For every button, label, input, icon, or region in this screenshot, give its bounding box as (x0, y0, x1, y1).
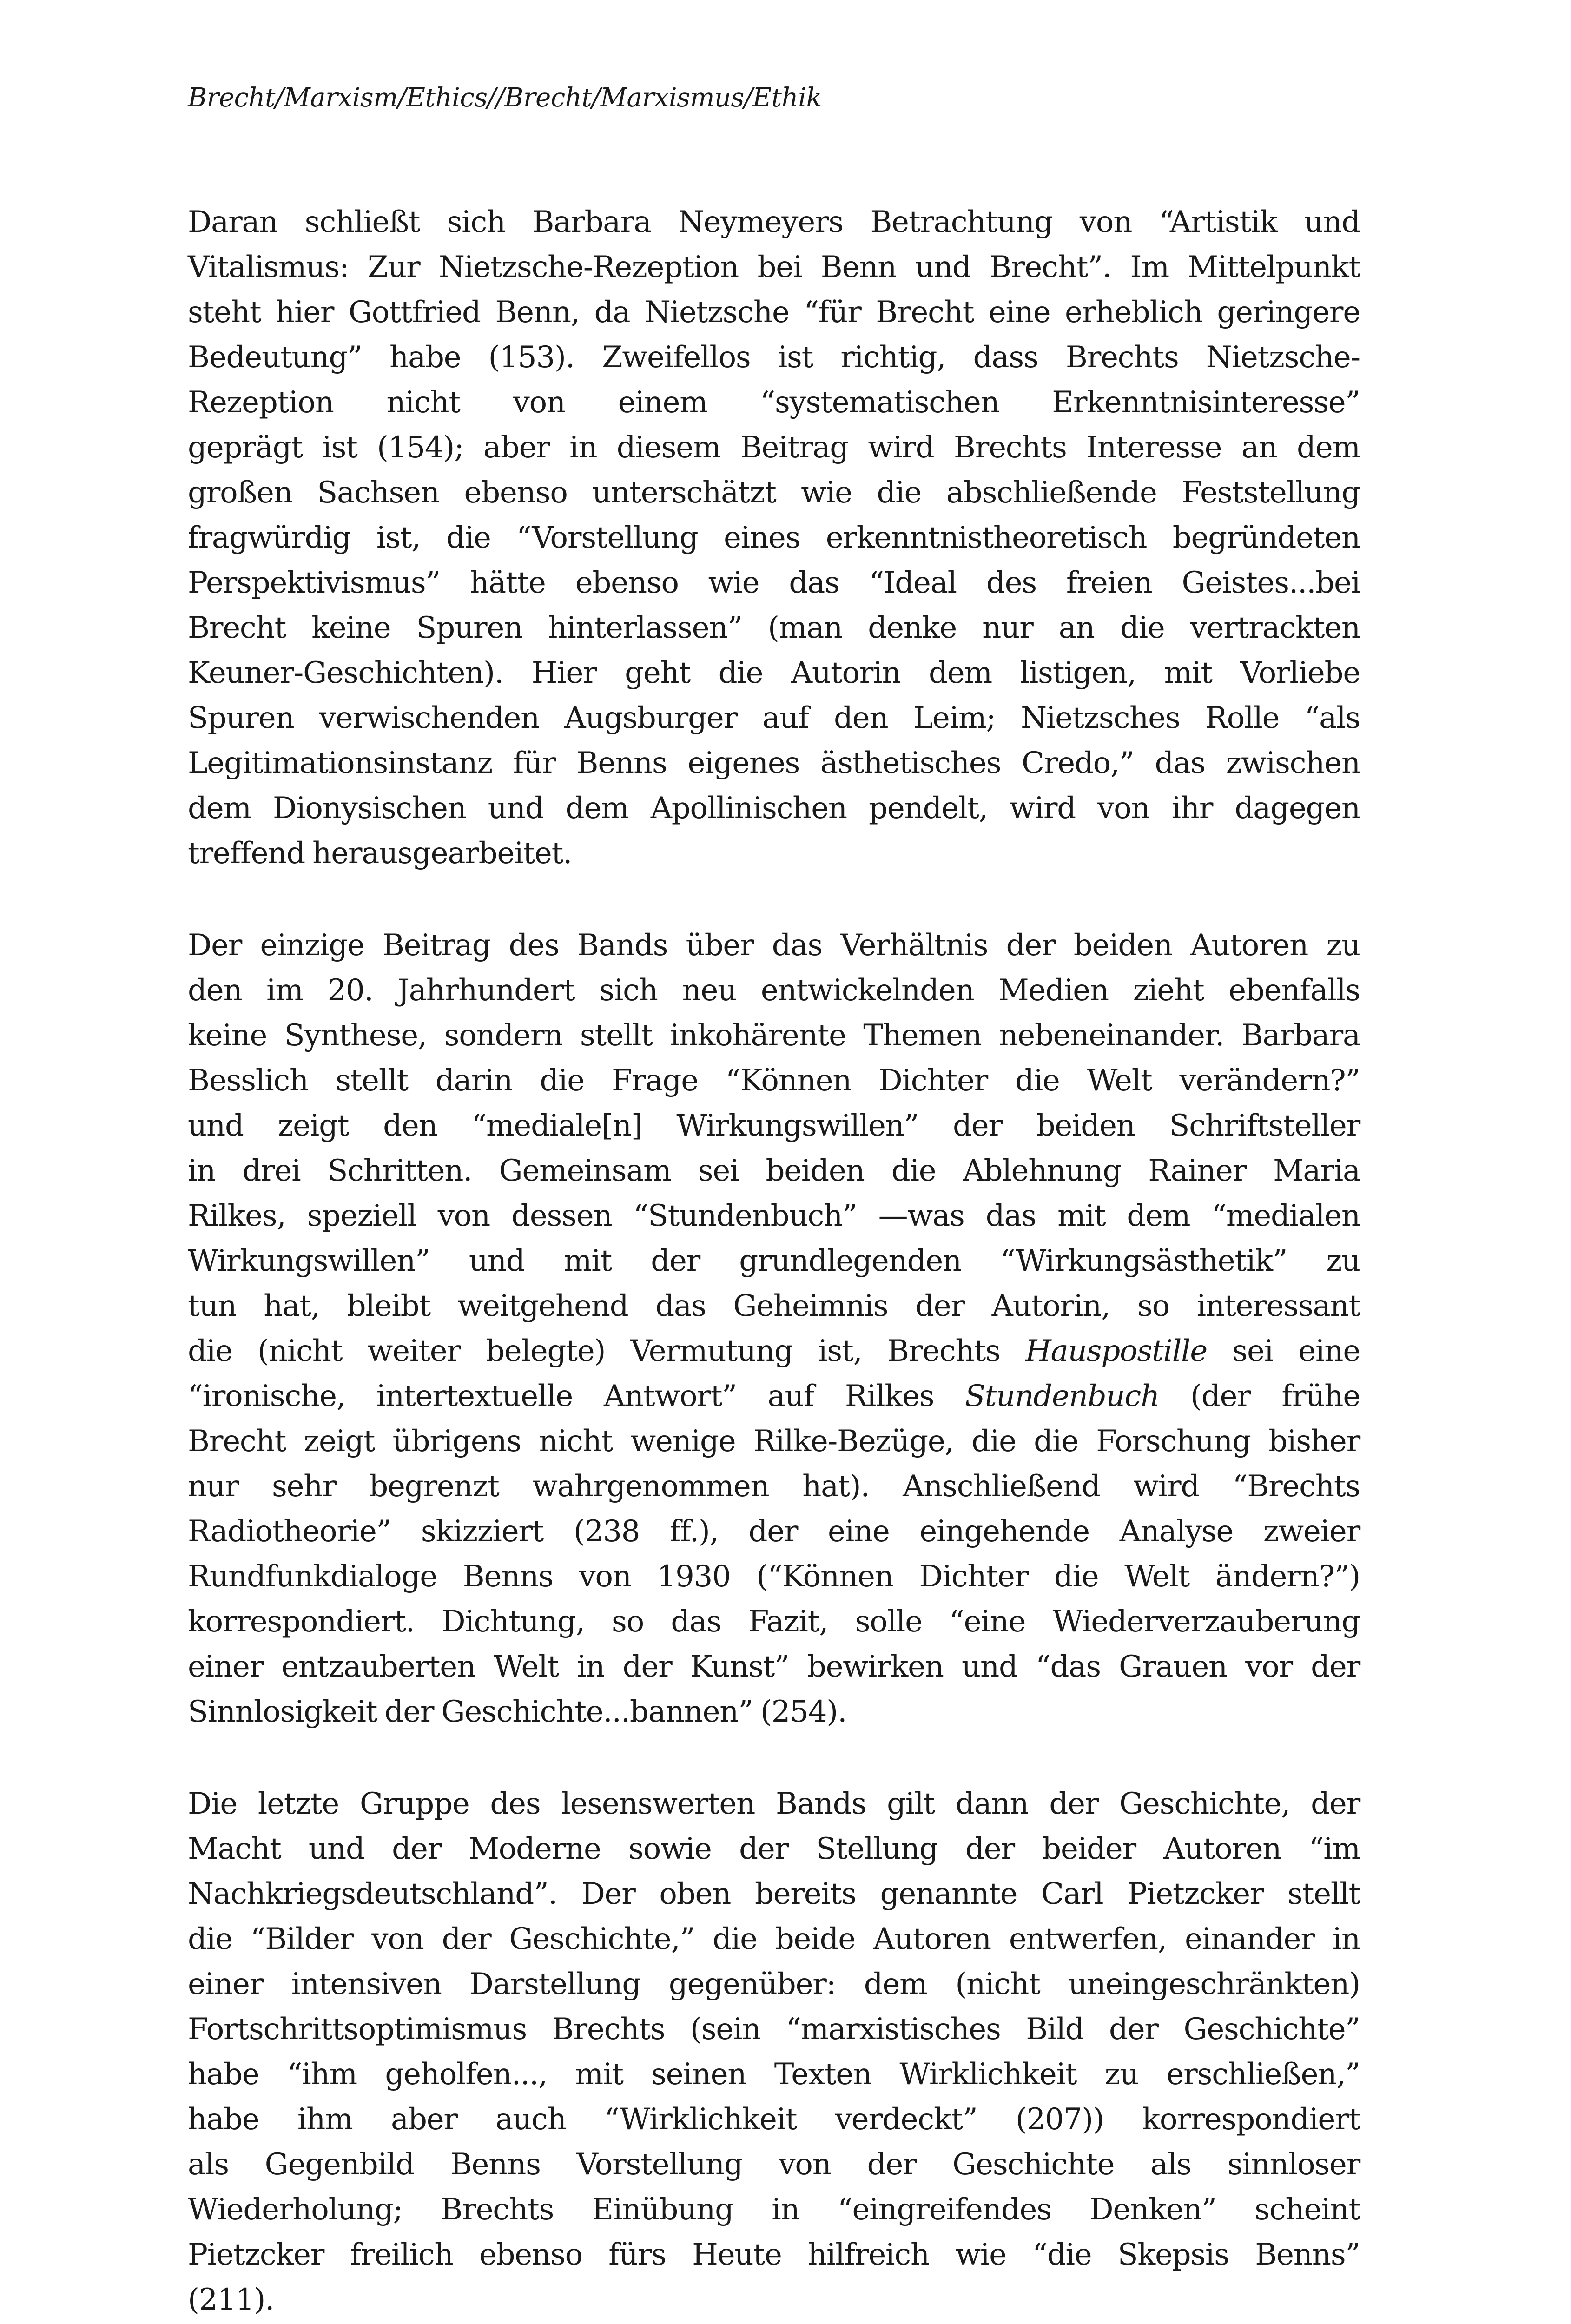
italic-title-hauspostille: Hauspostille (1025, 1334, 1208, 1368)
text-line: dem Dionysischen und dem Apollinischen pendelt, wird von ihr dagegen (188, 791, 1360, 825)
text-line: Keuner-Geschichten). Hier geht die Autorin dem listigen, mit Vorliebe (188, 656, 1360, 690)
text-line: Die letzte Gruppe des lesenswerten Bands gilt dann der Geschichte, der (188, 1787, 1360, 1821)
text-line: einer entzauberten Welt in der Kunst” bewirken und “das Grauen vor der (188, 1650, 1360, 1684)
text-line: fragwürdig ist, die “Vorstellung eines erkenntnistheoretisch begründeten (188, 521, 1360, 555)
text-fragment: (der frühe (1159, 1379, 1360, 1413)
text-line: die “Bilder von der Geschichte,” die beide Autoren entwerfen, einander in (188, 1922, 1360, 1956)
running-header: Brecht/Marxism/Ethics//Brecht/Marxismus/Ethik (188, 83, 822, 113)
text-fragment: sei eine (1207, 1334, 1360, 1368)
text-line: und zeigt den “mediale[n] Wirkungswillen” der beiden Schriftsteller (188, 1109, 1360, 1143)
paragraph-1 (188, 200, 1360, 876)
text-line: Fortschrittsoptimismus Brechts (sein “marxistisches Bild der Geschichte” (188, 2012, 1360, 2047)
text-line: Bedeutung” habe (153). Zweifellos ist richtig, dass Brechts Nietzsche- (188, 340, 1360, 375)
text-line: Wirkungswillen” und mit der grundlegenden “Wirkungsästhetik” zu (188, 1244, 1360, 1278)
text-fragment: “ironische, intertextuelle Antwort” auf Rilkes (188, 1379, 965, 1413)
text-line: Rilkes, speziell von dessen “Stundenbuch” —was das mit dem “medialen (188, 1199, 1360, 1233)
text-line: einer intensiven Darstellung gegenüber: dem (nicht uneingeschränkten) (188, 1967, 1360, 2001)
text-line: tun hat, bleibt weitgehend das Geheimnis der Autorin, so interessant (188, 1289, 1360, 1323)
text-line: Brecht keine Spuren hinterlassen” (man denke nur an die vertrackten (188, 611, 1360, 645)
text-line: großen Sachsen ebenso unterschätzt wie die abschließende Feststellung (188, 475, 1360, 510)
text-line: Nachkriegsdeutschland”. Der oben bereits genannte Carl Pietzcker stellt (188, 1877, 1360, 1911)
text-line: habe “ihm geholfen..., mit seinen Texten Wirklichkeit zu erschließen,” (188, 2057, 1360, 2092)
text-line: als Gegenbild Benns Vorstellung von der Geschichte als sinnloser (188, 2147, 1360, 2182)
text-line-with-italic (188, 1374, 1360, 1419)
text-line: Legitimationsinstanz für Benns eigenes ästhetisches Credo,” das zwischen (188, 746, 1360, 780)
text-line: den im 20. Jahrhundert sich neu entwickelnden Medien zieht ebenfalls (188, 973, 1360, 1008)
text-line: Der einzige Beitrag des Bands über das Verhältnis der beiden Autoren zu (188, 928, 1360, 963)
text-line: (211). (188, 2283, 274, 2317)
text-line: Rezeption nicht von einem “systematischen Erkenntnisinteresse” (188, 385, 1360, 420)
text-line: korrespondiert. Dichtung, so das Fazit, solle “eine Wiederverzauberung (188, 1604, 1360, 1639)
text-line: Besslich stellt darin die Frage “Können Dichter die Welt verändern?” (188, 1063, 1360, 1098)
text-line: treffend herausgearbeitet. (188, 836, 572, 871)
text-line: Spuren verwischenden Augsburger auf den Leim; Nietzsches Rolle “als (188, 701, 1360, 735)
text-line: Radiotheorie” skizziert (238 ff.), der eine eingehende Analyse zweier (188, 1514, 1360, 1549)
italic-title-stundenbuch: Stundenbuch (965, 1379, 1160, 1413)
text-line: steht hier Gottfried Benn, da Nietzsche “für Brecht eine erheblich geringere (188, 295, 1360, 330)
text-line: habe ihm aber auch “Wirklichkeit verdeckt” (207)) korrespondiert (188, 2102, 1360, 2137)
text-line: Sinnlosigkeit der Geschichte...bannen” (254). (188, 1695, 847, 1729)
text-line: nur sehr begrenzt wahrgenommen hat). Anschließend wird “Brechts (188, 1469, 1360, 1504)
text-line: in drei Schritten. Gemeinsam sei beiden die Ablehnung Rainer Maria (188, 1154, 1360, 1188)
text-line: Rundfunkdialoge Benns von 1930 (“Können Dichter die Welt ändern?”) (188, 1559, 1360, 1594)
text-line-with-italic (188, 1329, 1360, 1374)
text-line: Pietzcker freilich ebenso fürs Heute hilfreich wie “die Skepsis Benns” (188, 2238, 1360, 2272)
text-line: Vitalismus: Zur Nietzsche-Rezeption bei Benn und Brecht”. Im Mittelpunkt (188, 250, 1360, 284)
text-line: Wiederholung; Brechts Einübung in “eingreifendes Denken” scheint (188, 2192, 1360, 2227)
text-line: Daran schließt sich Barbara Neymeyers Betrachtung von “Artistik und (188, 205, 1360, 239)
text-line: Macht und der Moderne sowie der Stellung der beider Autoren “im (188, 1832, 1360, 1866)
text-line: keine Synthese, sondern stellt inkohärente Themen nebeneinander. Barbara (188, 1018, 1360, 1053)
text-line: Perspektivismus” hätte ebenso wie das “Ideal des freien Geistes...bei (188, 566, 1360, 600)
text-fragment: die (nicht weiter belegte) Vermutung ist, Brechts (188, 1334, 1026, 1368)
text-line: Brecht zeigt übrigens nicht wenige Rilke-Bezüge, die die Forschung bisher (188, 1424, 1360, 1459)
paragraph-2 (188, 923, 1360, 1735)
body-text (188, 200, 1360, 2324)
paragraph-3 (188, 1782, 1360, 2323)
text-line: geprägt ist (154); aber in diesem Beitrag wird Brechts Interesse an dem (188, 430, 1360, 465)
